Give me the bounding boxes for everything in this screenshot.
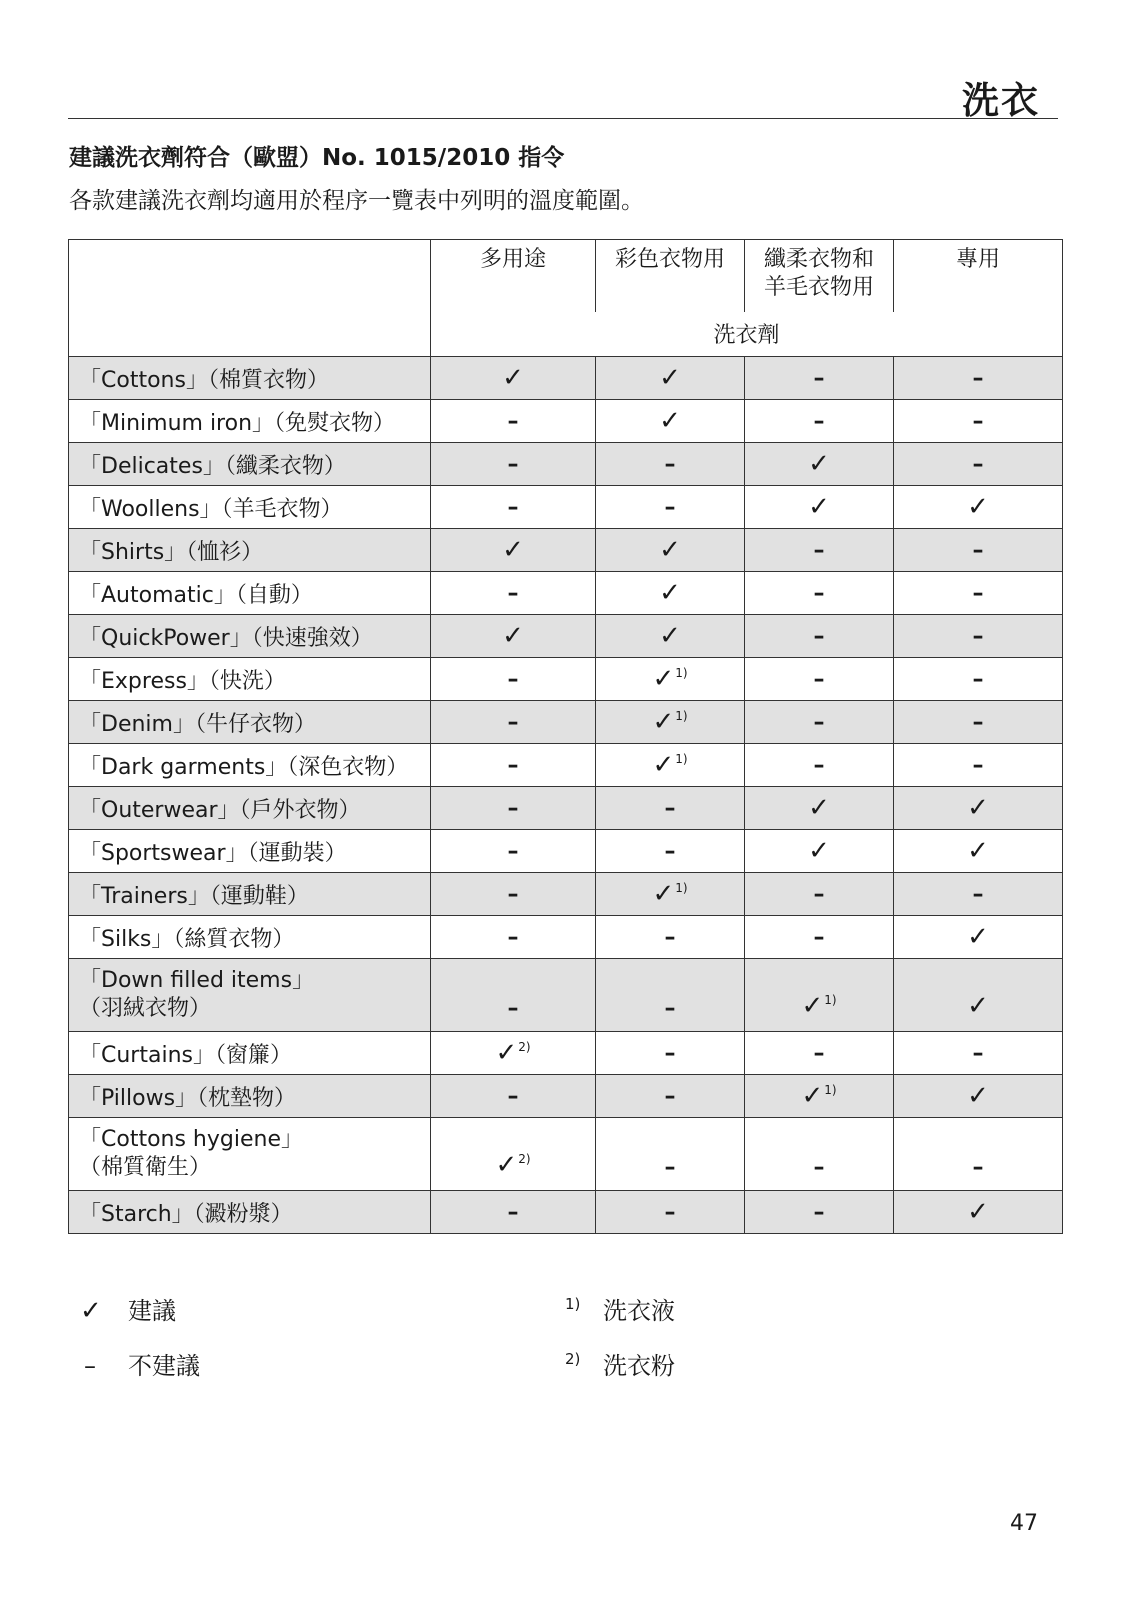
table-row bbox=[69, 615, 1063, 658]
check-icon: ✓ bbox=[652, 707, 675, 737]
cell-colours bbox=[596, 1075, 745, 1118]
table-header-row bbox=[69, 240, 1063, 312]
cell-delicates-woollens bbox=[745, 916, 894, 959]
column-header-multipurpose: 多用途 bbox=[431, 240, 596, 312]
cell-special bbox=[894, 830, 1063, 873]
table-row bbox=[69, 916, 1063, 959]
dash-icon: – bbox=[813, 580, 825, 606]
dash-icon: – bbox=[664, 996, 676, 1021]
dash-icon: – bbox=[664, 451, 676, 477]
dash-icon: – bbox=[972, 451, 984, 477]
cell-special bbox=[894, 615, 1063, 658]
cell-delicates-woollens bbox=[745, 1075, 894, 1118]
cell-multipurpose bbox=[431, 486, 596, 529]
footnote-marker: 2) bbox=[518, 1040, 531, 1054]
check-icon: ✓ bbox=[967, 922, 989, 952]
cell-delicates-woollens bbox=[745, 830, 894, 873]
dash-icon: – bbox=[664, 1155, 676, 1180]
legend-note-2 bbox=[565, 1346, 675, 1381]
program-name: 「QuickPower」（快速強效） bbox=[79, 625, 373, 651]
cell-delicates-woollens bbox=[745, 443, 894, 486]
dash-icon: – bbox=[972, 752, 984, 778]
cell-multipurpose bbox=[431, 1191, 596, 1234]
dash-icon: – bbox=[507, 494, 519, 520]
check-icon: ✓ bbox=[967, 793, 989, 823]
row-label bbox=[69, 787, 431, 830]
check-icon: ✓ bbox=[80, 1296, 102, 1326]
note-1-marker: 1) bbox=[565, 1295, 581, 1313]
table-corner-cell bbox=[69, 240, 431, 357]
table-row bbox=[69, 701, 1063, 744]
program-name: 「Cottons hygiene」 bbox=[79, 1127, 303, 1152]
cell-delicates-woollens bbox=[745, 658, 894, 701]
cell-colours bbox=[596, 658, 745, 701]
detergent-table bbox=[68, 239, 1063, 1234]
footnote-marker: 1) bbox=[675, 752, 688, 766]
cell-colours bbox=[596, 486, 745, 529]
cell-colours bbox=[596, 615, 745, 658]
dash-icon: – bbox=[507, 924, 519, 950]
cell-special bbox=[894, 787, 1063, 830]
dash-icon: – bbox=[972, 365, 984, 391]
cell-multipurpose bbox=[431, 572, 596, 615]
program-name: 「Curtains」（窗簾） bbox=[79, 1042, 292, 1068]
dash-icon: – bbox=[507, 795, 519, 821]
table-row bbox=[69, 486, 1063, 529]
dash-icon: – bbox=[813, 1199, 825, 1225]
column-header-special: 專用 bbox=[894, 240, 1063, 312]
dash-icon: – bbox=[972, 623, 984, 649]
check-icon: ✓ bbox=[967, 1081, 989, 1111]
dash-icon: – bbox=[813, 1155, 825, 1180]
row-label bbox=[69, 1118, 431, 1191]
cell-colours bbox=[596, 701, 745, 744]
check-icon: ✓ bbox=[659, 363, 681, 393]
program-name: 「Delicates」（纖柔衣物） bbox=[79, 453, 346, 479]
dash-icon: – bbox=[972, 580, 984, 606]
table-row bbox=[69, 357, 1063, 400]
cell-colours bbox=[596, 400, 745, 443]
cell-colours bbox=[596, 1118, 745, 1191]
dash-icon: – bbox=[507, 580, 519, 606]
cell-delicates-woollens bbox=[745, 873, 894, 916]
cell-special bbox=[894, 744, 1063, 787]
dash-icon: – bbox=[507, 1199, 519, 1225]
note-1-text: 洗衣液 bbox=[603, 1297, 675, 1325]
cell-special bbox=[894, 1075, 1063, 1118]
check-icon: ✓ bbox=[659, 621, 681, 651]
dash-icon: – bbox=[813, 881, 825, 907]
table-row bbox=[69, 873, 1063, 916]
check-icon: ✓ bbox=[801, 991, 824, 1021]
dash-icon: – bbox=[664, 1040, 676, 1066]
page-subheading: 各款建議洗衣劑均適用於程序一覽表中列明的溫度範圍。 bbox=[69, 188, 644, 214]
legend-recommended bbox=[80, 1291, 176, 1326]
cell-multipurpose bbox=[431, 744, 596, 787]
check-icon: ✓ bbox=[808, 492, 830, 522]
program-name-translation: （羽絨衣物） bbox=[79, 996, 212, 1021]
check-icon: ✓ bbox=[808, 836, 830, 866]
cell-delicates-woollens bbox=[745, 1118, 894, 1191]
cell-multipurpose bbox=[431, 916, 596, 959]
row-label bbox=[69, 916, 431, 959]
table-row bbox=[69, 1118, 1063, 1191]
cell-delicates-woollens bbox=[745, 959, 894, 1032]
cell-delicates-woollens bbox=[745, 701, 894, 744]
cell-multipurpose bbox=[431, 787, 596, 830]
cell-special bbox=[894, 959, 1063, 1032]
dash-icon: – bbox=[507, 451, 519, 477]
cell-colours bbox=[596, 357, 745, 400]
check-icon: ✓ bbox=[502, 535, 524, 565]
dash-icon: – bbox=[507, 666, 519, 692]
cell-delicates-woollens bbox=[745, 572, 894, 615]
row-label bbox=[69, 357, 431, 400]
row-label bbox=[69, 959, 431, 1032]
cell-multipurpose bbox=[431, 1032, 596, 1075]
cell-special bbox=[894, 1032, 1063, 1075]
cell-colours bbox=[596, 1191, 745, 1234]
cell-delicates-woollens bbox=[745, 787, 894, 830]
check-icon: ✓ bbox=[652, 750, 675, 780]
cell-special bbox=[894, 1191, 1063, 1234]
dash-icon: – bbox=[813, 537, 825, 563]
footnote-marker: 2) bbox=[518, 1152, 531, 1166]
dash-icon: – bbox=[507, 1083, 519, 1109]
cell-special bbox=[894, 357, 1063, 400]
cell-special bbox=[894, 873, 1063, 916]
row-label bbox=[69, 529, 431, 572]
dash-icon: – bbox=[972, 881, 984, 907]
dash-icon: – bbox=[813, 1040, 825, 1066]
check-icon: ✓ bbox=[652, 664, 675, 694]
cell-colours bbox=[596, 1032, 745, 1075]
check-icon: ✓ bbox=[967, 836, 989, 866]
footnote-marker: 1) bbox=[675, 666, 688, 680]
check-icon: ✓ bbox=[801, 1081, 824, 1111]
dash-icon: – bbox=[813, 752, 825, 778]
cell-multipurpose bbox=[431, 443, 596, 486]
program-name: 「Starch」（澱粉漿） bbox=[79, 1201, 293, 1227]
program-name: 「Cottons」（棉質衣物） bbox=[79, 367, 329, 393]
cell-special bbox=[894, 1118, 1063, 1191]
check-icon: ✓ bbox=[659, 578, 681, 608]
program-name-translation: （棉質衛生） bbox=[79, 1155, 212, 1180]
program-name: 「Outerwear」（戶外衣物） bbox=[79, 797, 361, 823]
cell-delicates-woollens bbox=[745, 615, 894, 658]
legend-not-recommended-text: 不建議 bbox=[128, 1352, 200, 1380]
row-label bbox=[69, 873, 431, 916]
row-label bbox=[69, 572, 431, 615]
legend-not-recommended bbox=[84, 1346, 200, 1381]
dash-icon: – bbox=[813, 408, 825, 434]
row-label bbox=[69, 443, 431, 486]
cell-delicates-woollens bbox=[745, 529, 894, 572]
program-name: 「Express」（快洗） bbox=[79, 668, 286, 694]
column-group-header: 洗衣劑 bbox=[431, 312, 1063, 357]
row-label bbox=[69, 1191, 431, 1234]
header-rule bbox=[68, 118, 1058, 119]
program-name: 「Shirts」（恤衫） bbox=[79, 539, 264, 565]
row-label bbox=[69, 830, 431, 873]
cell-colours bbox=[596, 572, 745, 615]
cell-multipurpose bbox=[431, 658, 596, 701]
table-row bbox=[69, 572, 1063, 615]
table-row bbox=[69, 1032, 1063, 1075]
program-name: 「Sportswear」（運動裝） bbox=[79, 840, 347, 866]
dash-icon: – bbox=[664, 1199, 676, 1225]
program-name: 「Trainers」（運動鞋） bbox=[79, 883, 309, 909]
dash-icon: – bbox=[813, 924, 825, 950]
cell-special bbox=[894, 572, 1063, 615]
check-icon: ✓ bbox=[967, 492, 989, 522]
program-name: 「Denim」（牛仔衣物） bbox=[79, 711, 316, 737]
dash-icon: – bbox=[507, 996, 519, 1021]
cell-colours bbox=[596, 916, 745, 959]
dash-icon: – bbox=[84, 1352, 96, 1380]
check-icon: ✓ bbox=[652, 879, 675, 909]
dash-icon: – bbox=[813, 623, 825, 649]
legend-note-1 bbox=[565, 1291, 675, 1326]
row-label bbox=[69, 744, 431, 787]
check-icon: ✓ bbox=[495, 1150, 518, 1180]
page-heading: 建議洗衣劑符合（歐盟）No. 1015/2010 指令 bbox=[69, 145, 565, 171]
cell-colours bbox=[596, 744, 745, 787]
check-icon: ✓ bbox=[502, 621, 524, 651]
cell-delicates-woollens bbox=[745, 1032, 894, 1075]
check-icon: ✓ bbox=[502, 363, 524, 393]
table-row bbox=[69, 400, 1063, 443]
dash-icon: – bbox=[664, 924, 676, 950]
program-name: 「Automatic」（自動） bbox=[79, 582, 313, 608]
row-label bbox=[69, 400, 431, 443]
cell-multipurpose bbox=[431, 701, 596, 744]
cell-multipurpose bbox=[431, 615, 596, 658]
dash-icon: – bbox=[813, 709, 825, 735]
section-title: 洗衣 bbox=[962, 79, 1040, 122]
check-icon: ✓ bbox=[659, 535, 681, 565]
cell-colours bbox=[596, 787, 745, 830]
dash-icon: – bbox=[507, 881, 519, 907]
dash-icon: – bbox=[507, 838, 519, 864]
dash-icon: – bbox=[664, 838, 676, 864]
program-name: 「Silks」（絲質衣物） bbox=[79, 926, 295, 952]
dash-icon: – bbox=[664, 1083, 676, 1109]
row-label bbox=[69, 701, 431, 744]
program-name: 「Minimum iron」（免熨衣物） bbox=[79, 410, 396, 436]
page-number: 47 bbox=[1010, 1511, 1038, 1536]
check-icon: ✓ bbox=[659, 406, 681, 436]
column-header-colours: 彩色衣物用 bbox=[596, 240, 745, 312]
program-name: 「Pillows」（枕墊物） bbox=[79, 1085, 297, 1111]
cell-delicates-woollens bbox=[745, 400, 894, 443]
cell-multipurpose bbox=[431, 830, 596, 873]
cell-multipurpose bbox=[431, 959, 596, 1032]
column-header-delicates-woollens-text: 纖柔衣物和 羊毛衣物用 bbox=[763, 247, 874, 300]
cell-special bbox=[894, 400, 1063, 443]
cell-special bbox=[894, 486, 1063, 529]
cell-special bbox=[894, 701, 1063, 744]
cell-multipurpose bbox=[431, 1075, 596, 1118]
cell-multipurpose bbox=[431, 873, 596, 916]
check-icon: ✓ bbox=[808, 449, 830, 479]
dash-icon: – bbox=[507, 408, 519, 434]
cell-delicates-woollens bbox=[745, 357, 894, 400]
program-name: 「Dark garments」（深色衣物） bbox=[79, 754, 409, 780]
dash-icon: – bbox=[972, 408, 984, 434]
footnote-marker: 1) bbox=[824, 1083, 837, 1097]
check-icon: ✓ bbox=[967, 991, 989, 1021]
cell-special bbox=[894, 658, 1063, 701]
dash-icon: – bbox=[972, 1155, 984, 1180]
cell-colours bbox=[596, 529, 745, 572]
column-header-delicates-woollens bbox=[745, 240, 894, 312]
dash-icon: – bbox=[972, 1040, 984, 1066]
footnote-marker: 1) bbox=[675, 881, 688, 895]
dash-icon: – bbox=[507, 709, 519, 735]
table-row bbox=[69, 529, 1063, 572]
note-2-marker: 2) bbox=[565, 1350, 581, 1368]
cell-special bbox=[894, 529, 1063, 572]
dash-icon: – bbox=[664, 494, 676, 520]
cell-delicates-woollens bbox=[745, 744, 894, 787]
cell-colours bbox=[596, 959, 745, 1032]
dash-icon: – bbox=[972, 666, 984, 692]
program-name: 「Woollens」（羊毛衣物） bbox=[79, 496, 343, 522]
note-2-text: 洗衣粉 bbox=[603, 1352, 675, 1380]
row-label bbox=[69, 658, 431, 701]
cell-delicates-woollens bbox=[745, 486, 894, 529]
table-row bbox=[69, 959, 1063, 1032]
dash-icon: – bbox=[972, 537, 984, 563]
check-icon: ✓ bbox=[495, 1038, 518, 1068]
row-label bbox=[69, 1032, 431, 1075]
footnote-marker: 1) bbox=[824, 993, 837, 1007]
table-row bbox=[69, 443, 1063, 486]
program-name: 「Down filled items」 bbox=[79, 968, 315, 993]
cell-special bbox=[894, 916, 1063, 959]
cell-multipurpose bbox=[431, 1118, 596, 1191]
row-label bbox=[69, 615, 431, 658]
dash-icon: – bbox=[813, 365, 825, 391]
legend-recommended-text: 建議 bbox=[128, 1297, 176, 1325]
cell-multipurpose bbox=[431, 529, 596, 572]
check-icon: ✓ bbox=[808, 793, 830, 823]
table-row bbox=[69, 658, 1063, 701]
table-row bbox=[69, 1191, 1063, 1234]
footnote-marker: 1) bbox=[675, 709, 688, 723]
cell-colours bbox=[596, 443, 745, 486]
cell-colours bbox=[596, 830, 745, 873]
table-row bbox=[69, 830, 1063, 873]
dash-icon: – bbox=[972, 709, 984, 735]
cell-special bbox=[894, 443, 1063, 486]
row-label bbox=[69, 1075, 431, 1118]
cell-colours bbox=[596, 873, 745, 916]
dash-icon: – bbox=[664, 795, 676, 821]
table-row bbox=[69, 1075, 1063, 1118]
table-row bbox=[69, 787, 1063, 830]
check-icon: ✓ bbox=[967, 1197, 989, 1227]
cell-delicates-woollens bbox=[745, 1191, 894, 1234]
row-label bbox=[69, 486, 431, 529]
dash-icon: – bbox=[813, 666, 825, 692]
cell-multipurpose bbox=[431, 357, 596, 400]
dash-icon: – bbox=[507, 752, 519, 778]
cell-multipurpose bbox=[431, 400, 596, 443]
table-row bbox=[69, 744, 1063, 787]
